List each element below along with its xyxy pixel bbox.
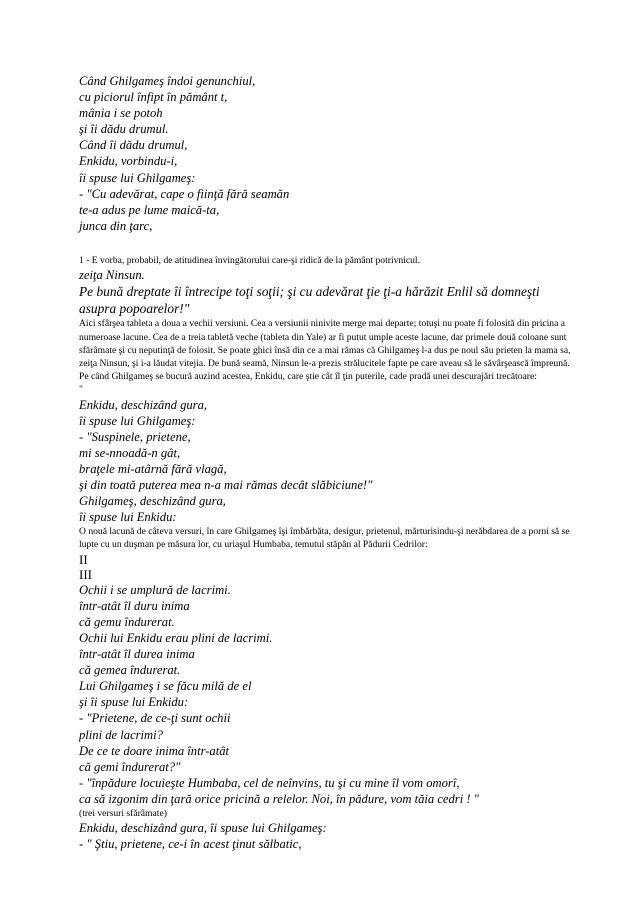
verse-line: îi spuse lui Ghilgameş:	[79, 170, 196, 185]
verse-line: - "Cu adevărat, cape o fiinţă fără seamăn	[79, 186, 290, 201]
verse-line: - " Ştiu, prietene, ce-i în acest ţinut sălbatic,	[79, 837, 302, 852]
verse-line: ca să izgonim din ţară orice pricină a relelor. Noi, în pădure, vom tăia cedri ! "	[79, 791, 479, 806]
verse-line: într-atât îl durea inima	[79, 647, 195, 662]
verse-line: într-atât îl duru inima	[79, 598, 190, 613]
roman-numeral: II	[79, 551, 88, 567]
verse-line: Când Ghilgameş îndoi genunchiul,	[79, 74, 256, 88]
verse-line: te-a adus pe lume maică-ta,	[79, 202, 220, 217]
verse-line: Ochii i se umplură de lacrimi.	[79, 582, 231, 597]
verse-line: Enkidu, vorbindu-i,	[79, 154, 178, 169]
verse-line: Ghilgameş, deschizând gura,	[79, 494, 226, 509]
verse-line: că gemu îndurerat.	[79, 614, 175, 629]
verse-line: - "înpădure locuieşte Humbaba, cel de neînvins, tu şi cu mine îl vom omorî,	[79, 775, 460, 790]
verse-line: - "Prietene, de ce-ţi sunt ochii	[79, 711, 231, 726]
editorial-note: (trei versuri sfărâmate)	[79, 807, 167, 819]
verse-line: mânia i se potoh	[79, 106, 163, 121]
verse-line: şi din toată puterea mea n-a mai rămas decât slăbiciune!"	[79, 477, 373, 492]
quote-mark: "	[79, 384, 83, 396]
verse-line: îi spuse lui Ghilgameş:	[79, 413, 196, 428]
verse-line: că gemi îndurerat?"	[79, 759, 181, 774]
verse-line: zeiţa Ninsun.	[79, 268, 145, 283]
verse-block-1	[79, 73, 579, 234]
verse-line: junca din ţarc,	[79, 218, 153, 233]
footnote: 1 - E vorba, probabil, de atitudinea învingătorului care-şi ridică de la pământ potrivnicul.	[79, 255, 420, 266]
verse-line: braţele mi-atârnă fără vlagă,	[79, 461, 227, 476]
verse-line: că gemea îndurerat.	[79, 663, 181, 678]
verse-line: Ochii lui Enkidu erau plini de lacrimi.	[79, 630, 273, 645]
editorial-note: Aici sfârşea tableta a doua a vechii versiuni. Cea a versiunii ninivite merge mai departe; totuşi nu poate fi folosită din pricina a numeroase lacune. Cea de a treia tabletă veche (tableta din Yale) ar fi putut umple aceste lacune, dar primele două coloane sunt sfărâmate şi cu neputinţă de folosit. Se poate ghici însă din ce a mai rămas că Ghilgameş l-a dus pe noul său prieten la mama sa, zeiţa Ninsun, şi i-a lăudat vitejia. De bună seamă, Ninsun le-a prezis strălucitele fapte pe care aveau să le săvârşească împreună. Pe când Ghilgameş se bucură auzind acestea, Enkidu, care ştie cât îl ţin puterile, cade pradă unei descurajări trecătoare:	[79, 318, 571, 383]
verse-line: De ce te doare inima într-atât	[79, 743, 230, 758]
verse-line: Pe bună dreptate îi întrecipe toţi soţii; şi cu adevărat ţie ţi-a hărăzit Enlil să domneşti asupra popoarelor!"	[79, 284, 540, 317]
verse-line: Enkidu, deschizând gura, îi spuse lui Ghilgameş:	[79, 821, 327, 836]
verse-line: cu piciorul înfipt în pământ t,	[79, 90, 228, 105]
verse-line: îi spuse lui Enkidu:	[79, 510, 177, 525]
verse-line: - "Suspinele, prietene,	[79, 429, 191, 444]
editorial-note: O nouă lacună de câteva versuri, în care Ghilgameş îşi îmbărbăta, desigur, prietenul, mărturisindu-şi nerăbdarea de a porni să se lupte cu un duşman pe măsura lor, cu uriaşul Humbaba, temutul stăpân al Pădurii Cedrilor:	[79, 526, 570, 551]
main-text-block	[79, 254, 579, 852]
roman-numeral: III	[79, 566, 92, 582]
verse-line: şi îi spuse lui Enkidu:	[79, 695, 189, 710]
verse-line: Când îi dădu drumul,	[79, 138, 188, 153]
verse-line: şi îi dădu drumul.	[79, 122, 169, 137]
verse-line: Lui Ghilgameş i se făcu milă de el	[79, 679, 252, 694]
verse-line: mi se-nnoadă-n gât,	[79, 445, 181, 460]
verse-line: Enkidu, deschizând gura,	[79, 397, 208, 412]
verse-line: plini de lacrimi?	[79, 727, 163, 742]
